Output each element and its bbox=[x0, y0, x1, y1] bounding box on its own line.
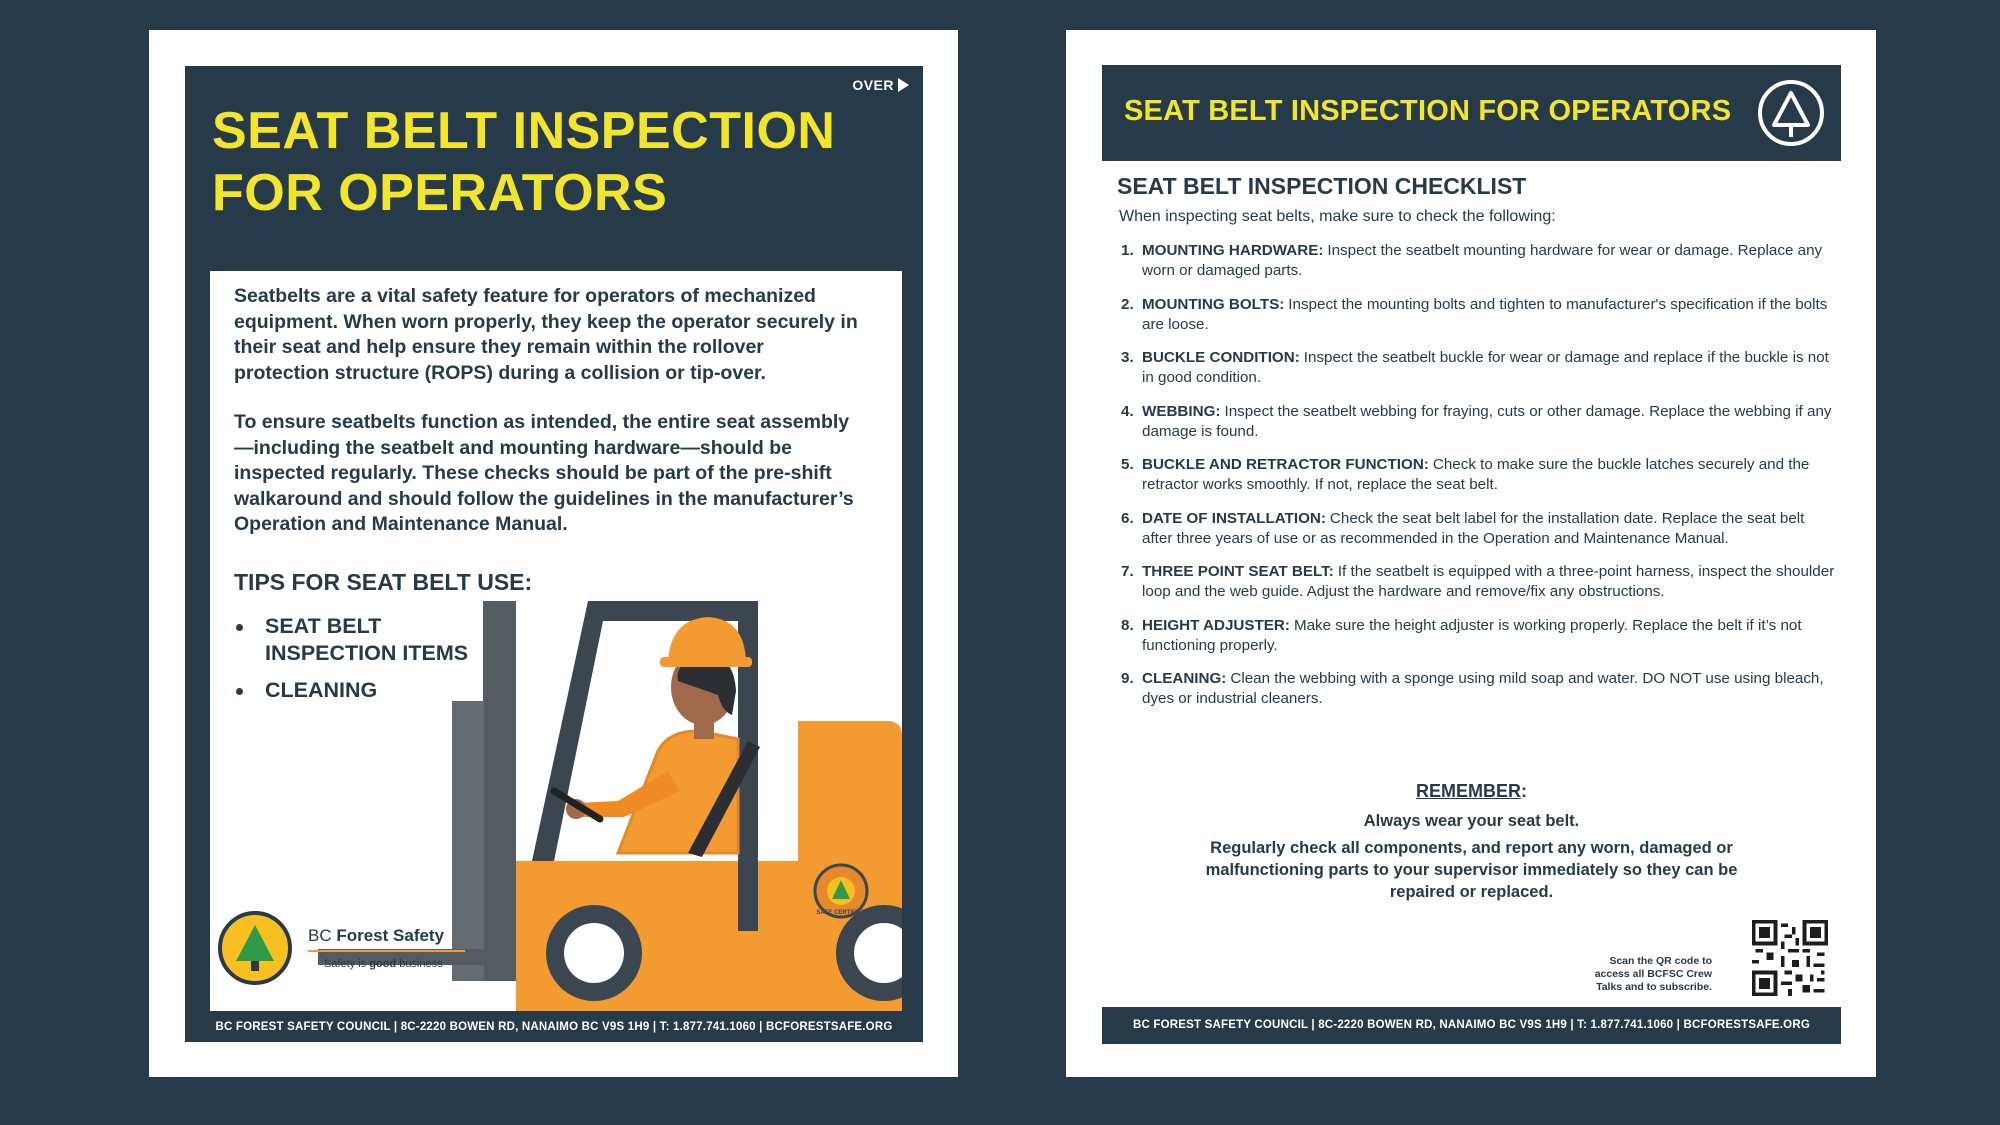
play-arrow-icon bbox=[898, 78, 909, 92]
item-label: MOUNTING BOLTS: bbox=[1142, 295, 1285, 313]
front-wheel-hub bbox=[564, 923, 624, 983]
item-label: BUCKLE AND RETRACTOR FUNCTION: bbox=[1142, 456, 1429, 473]
back-page-title: SEAT BELT INSPECTION FOR OPERATORS bbox=[1124, 95, 1732, 127]
tagline-pre: Safety is bbox=[324, 958, 370, 970]
qr-code-icon[interactable] bbox=[1752, 920, 1828, 996]
over-label: OVER bbox=[852, 77, 894, 93]
forest-safety-outline-icon bbox=[1757, 79, 1825, 147]
item-label: MOUNTING HARDWARE: bbox=[1142, 242, 1324, 259]
checklist-item bbox=[1119, 562, 1837, 602]
tagline-bold: good bbox=[369, 958, 397, 970]
item-label: DATE OF INSTALLATION: bbox=[1142, 509, 1326, 527]
item-number: 1. bbox=[1121, 242, 1134, 259]
item-text: Inspect the seatbelt webbing for fraying, cuts or other damage. Replace the webbing if any damage is found. bbox=[1142, 402, 1832, 440]
checklist-item bbox=[1119, 348, 1837, 388]
checklist-item bbox=[1119, 402, 1837, 442]
item-label: THREE POINT SEAT BELT: bbox=[1142, 563, 1334, 580]
forklift-mast bbox=[483, 601, 516, 981]
item-text: Inspect the seatbelt mounting hardware for wear or damage. Replace any worn or damaged parts. bbox=[1142, 242, 1823, 279]
brand-rule bbox=[308, 950, 465, 952]
item-label: CLEANING: bbox=[1142, 670, 1227, 687]
item-text: Check the seat belt label for the installation date. Replace the seat belt after three years of use or as recommended in the Operation and Maintenance Manual. bbox=[1142, 509, 1805, 547]
item-text: Inspect the mounting bolts and tighten to manufacturer's specification if the bolts are loose. bbox=[1142, 295, 1828, 333]
checklist-item bbox=[1119, 295, 1837, 335]
item-label: WEBBING: bbox=[1142, 402, 1221, 420]
item-text: If the seatbelt is equipped with a three-point harness, inspect the shoulder loop and the web guide. Adjust the hardware and remove/fix any obstructions. bbox=[1142, 563, 1835, 600]
remember-colon: : bbox=[1521, 781, 1527, 801]
tips-heading: TIPS FOR SEAT BELT USE: bbox=[234, 569, 533, 595]
checklist-item bbox=[1119, 509, 1837, 549]
back-page-footer: BC FOREST SAFETY COUNCIL | 8C-2220 BOWEN RD, NANAIMO BC V9S 1H9 | T: 1.877.741.1060 | BCFORESTSAFE.ORG bbox=[1102, 1007, 1841, 1044]
checklist-title: SEAT BELT INSPECTION CHECKLIST bbox=[1117, 173, 1527, 199]
item-number: 4. bbox=[1121, 402, 1134, 420]
checklist-item bbox=[1119, 455, 1837, 495]
checklist-item bbox=[1119, 616, 1837, 656]
remember-heading bbox=[1102, 780, 1841, 803]
qr-caption: Scan the QR code to access all BCFSC Crew Talks and to subscribe. bbox=[1594, 955, 1712, 993]
remember-line-2-text: Regularly check all components, and report any worn, damaged or malfunctioning parts to your supervisor immediately so they can be repaired or replaced. bbox=[1205, 839, 1738, 901]
checklist-item bbox=[1119, 241, 1837, 281]
forklift-cab-post bbox=[738, 701, 758, 931]
over-indicator bbox=[852, 77, 909, 93]
item-number: 5. bbox=[1121, 456, 1134, 473]
item-number: 7. bbox=[1121, 563, 1134, 580]
brand-name bbox=[308, 926, 465, 946]
front-page-panel bbox=[185, 66, 923, 1042]
item-number: 2. bbox=[1121, 295, 1134, 313]
checklist-section bbox=[1117, 173, 1837, 723]
front-page bbox=[149, 30, 958, 1077]
item-text: Inspect the seatbelt buckle for wear or damage and replace if the buckle is not in good condition. bbox=[1142, 349, 1829, 386]
brand-text bbox=[308, 926, 465, 970]
item-number: 9. bbox=[1121, 670, 1134, 687]
title-line-1: SEAT BELT INSPECTION bbox=[212, 102, 836, 160]
title-line-2: FOR OPERATORS bbox=[212, 164, 668, 222]
item-label: HEIGHT ADJUSTER: bbox=[1142, 616, 1290, 634]
tip-item: CLEANING bbox=[234, 677, 494, 704]
checklist-item bbox=[1119, 669, 1837, 709]
forest-safety-emblem-icon bbox=[218, 911, 292, 985]
remember-block bbox=[1102, 780, 1841, 903]
front-content-box bbox=[210, 271, 902, 1011]
item-number: 8. bbox=[1121, 616, 1134, 634]
tip-item: SEAT BELT INSPECTION ITEMS bbox=[234, 613, 494, 667]
front-page-title bbox=[212, 100, 852, 224]
item-number: 3. bbox=[1121, 349, 1134, 366]
back-page-header bbox=[1102, 65, 1841, 161]
item-text: Clean the webbing with a sponge using mild soap and water. DO NOT use using bleach, dyes or industrial cleaners. bbox=[1142, 670, 1824, 707]
brand-tagline bbox=[308, 958, 465, 970]
item-label: BUCKLE CONDITION: bbox=[1142, 349, 1300, 366]
tagline-post: business bbox=[396, 958, 443, 970]
brand-prefix: BC bbox=[308, 926, 337, 945]
checklist-items bbox=[1117, 241, 1837, 709]
remember-line-2 bbox=[1102, 837, 1841, 903]
item-number: 6. bbox=[1121, 509, 1134, 527]
item-text: Check to make sure the buckle latches securely and the retractor works smoothly. If not, replace the seat belt. bbox=[1142, 456, 1810, 493]
checklist-intro: When inspecting seat belts, make sure to check the following: bbox=[1119, 208, 1556, 225]
remember-title: REMEMBER bbox=[1415, 781, 1521, 801]
remember-line-1: Always wear your seat belt. bbox=[1363, 812, 1580, 830]
badge-text: SAFE CERTIFIED bbox=[816, 910, 866, 916]
intro-paragraph: Seatbelts are a vital safety feature for operators of mechanized equipment. When worn properly, they keep the operator securely in their seat and help ensure they remain within the rollover protection structure (ROPS) during a collision or tip-over. bbox=[234, 285, 858, 384]
item-text: Make sure the height adjuster is working properly. Replace the belt if it’s not functioning properly. bbox=[1142, 616, 1802, 654]
back-page bbox=[1066, 30, 1876, 1077]
bc-forest-safety-logo bbox=[218, 911, 465, 985]
front-page-footer: BC FOREST SAFETY COUNCIL | 8C-2220 BOWEN RD, NANAIMO BC V9S 1H9 | T: 1.877.741.1060 | BCFORESTSAFE.ORG bbox=[215, 1021, 893, 1033]
inspection-paragraph: To ensure seatbelts function as intended, the entire seat assembly—including the seatbelt and mounting hardware—should be inspected regularly. These checks should be part of the pre-shift walkaround and should follow the guidelines in the manufacturer’s Operation and Maintenance Manual. bbox=[234, 411, 854, 535]
hard-hat-brim bbox=[660, 657, 752, 667]
operator-neck bbox=[694, 719, 714, 739]
brand-bold: Forest Safety bbox=[336, 926, 445, 945]
